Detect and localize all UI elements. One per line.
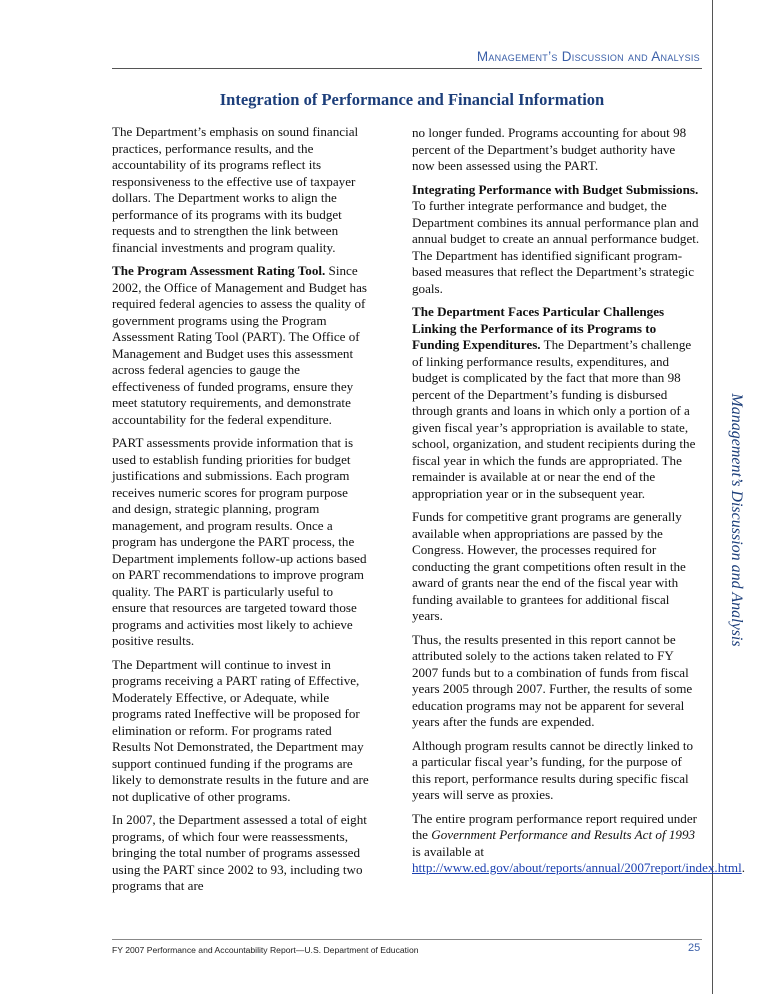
left-paragraph-4: The Department will continue to invest in programs receiving a PART rating of Effective, Moderately Effective, or Adequate, while programs rated Ineffective will be proposed for elimination or reform. For programs rated Results Not Demonstrated, the Department may support continued funding if the programs are likely to demonstrate results in the future and are not duplicative of other programs. xyxy=(112,656,369,804)
right-paragraph-2 xyxy=(412,182,700,298)
right-paragraph-3 xyxy=(412,304,700,502)
left-column xyxy=(112,124,370,902)
right-paragraph-6: Although program results cannot be directly linked to a particular fiscal year’s funding, for the purpose of this report, performance results during specific fiscal years will serve as proxies. xyxy=(412,737,694,802)
running-header: Management’s Discussion and Analysis xyxy=(476,49,700,64)
left-paragraph-2 xyxy=(112,263,370,428)
gpra-end: . xyxy=(741,860,745,875)
budget-heading: Integrating Performance with Budget Submissions. xyxy=(412,181,699,197)
right-paragraph-1: no longer funded. Programs accounting for about 98 percent of the Department’s budget authority have now been assessed using the PART. xyxy=(412,125,687,173)
left-paragraph-5: In 2007, the Department assessed a total of eight programs, of which four were reassessments, bringing the total number of programs assessed using the PART since 2002 to 93, including two programs that are xyxy=(112,812,367,893)
page-number: 25 xyxy=(688,942,701,954)
footer-text: FY 2007 Performance and Accountability Report—U.S. Department of Education xyxy=(112,945,419,955)
page-title: Integration of Performance and Financial Information xyxy=(219,90,605,109)
challenges-heading: The Department Faces Particular Challenges Linking the Performance of its Programs to Funding Expenditures. xyxy=(412,304,665,352)
right-paragraph-4: Funds for competitive grant programs are generally available when appropriations are passed by the Congress. However, the processes required for conducting the grant competitions often result in the award of grants near the end of the fiscal year with funding available to grantees for additional fiscal years. xyxy=(412,509,686,623)
report-link[interactable]: http://www.ed.gov/about/reports/annual/2007report/index.html xyxy=(412,860,742,875)
part-heading: The Program Assessment Rating Tool. xyxy=(112,263,326,278)
header-rule xyxy=(112,68,702,69)
left-paragraph-1: The Department’s emphasis on sound financial practices, performance results, and the accountability of its programs reflect its responsiveness to the effective use of taxpayer dollars. The Department works to align the performance of its programs with its budget requests and to strengthen the link between financial investments and program quality. xyxy=(112,124,359,255)
budget-body: To further integrate performance and budget, the Department combines its annual performance plan and annual budget to create an annual performance budget. The Department has identified significant program-based measures that reflect the Department’s strategic goals. xyxy=(412,198,700,296)
side-section-title: Management’s Discussion and Analysis xyxy=(728,393,745,647)
gpra-act-title: Government Performance and Results Act of 1993 xyxy=(431,827,696,842)
footer-rule xyxy=(112,939,702,940)
gpra-mid: is available at xyxy=(412,843,484,859)
right-paragraph-5: Thus, the results presented in this report cannot be attributed solely to the actions taken related to FY 2007 funds but to a combination of funds from fiscal years 2005 through 2007. Further, the results of some education programs may not be apparent for several years after the funds are expended. xyxy=(412,631,693,729)
right-paragraph-7 xyxy=(412,810,745,877)
gpra-pre: The entire program performance report required under the xyxy=(412,810,698,842)
challenges-body: The Department’s challenge of linking performance results, expenditures, and budget is complicated by the fact that more than 98 percent of the Department’s funding is disbursed through grants and loans in which only a portion of a given fiscal year’s appropriation is available to state, school, organization, and student recipients during the fiscal year in which the funds are appropriated. The remainder is available at or near the end of the appropriation year or in the subsequent year. xyxy=(412,337,696,501)
part-body: Since 2002, the Office of Management and Budget has required federal agencies to assess the quality of government programs using the Program Assessment Rating Tool (PART). The Office of Management and Budget uses this assessment across federal agencies to gauge the effectiveness of funded programs, ensure they meet statutory requirements, and demonstrate accountability for the federal expenditure. xyxy=(112,263,368,427)
left-paragraph-3: PART assessments provide information that is used to establish funding priorities for budget justifications and submissions. Each program receives numeric scores for program purpose and design, strategic planning, program management, and program results. Once a program has undergone the PART process, the Department implements follow-up actions based on PART recommendations to improve program quality. The PART is particularly useful to ensure that resources are targeted toward those programs and activities most likely to achieve positive results. xyxy=(112,435,367,648)
right-margin-rule xyxy=(712,0,713,994)
